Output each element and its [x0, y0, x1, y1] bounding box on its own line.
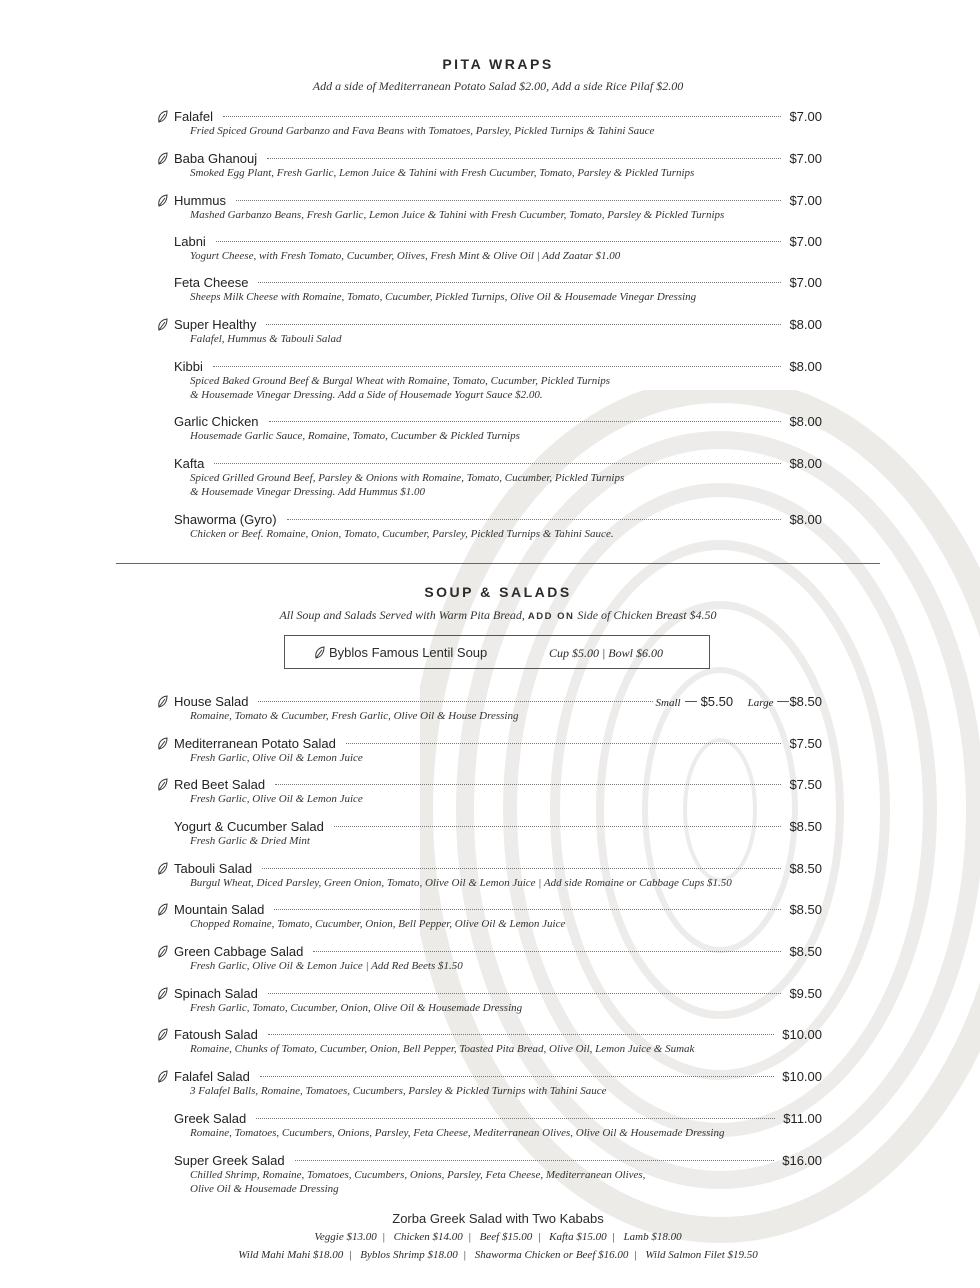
item-description: 3 Falafel Balls, Romaine, Tomatoes, Cucumbers, Parsley & Pickled Turnips with Tahini Sauce [190, 1085, 607, 1097]
leaf-icon [157, 778, 168, 791]
item-price: $8.50 [789, 902, 822, 917]
leaf-icon [157, 318, 168, 331]
item-description: Yogurt Cheese, with Fresh Tomato, Cucumber, Olives, Fresh Mint & Olive Oil | Add Zaatar $1.00 [190, 250, 621, 262]
item-price: $10.00 [782, 1027, 822, 1042]
soup-name: Byblos Famous Lentil Soup [329, 645, 488, 660]
leaf-icon [157, 987, 168, 1000]
item-name: Super Greek Salad [174, 1153, 285, 1168]
item-name: Yogurt & Cucumber Salad [174, 819, 324, 834]
item-description: Fresh Garlic, Olive Oil & Lemon Juice [190, 752, 363, 764]
item-description: Fresh Garlic, Olive Oil & Lemon Juice | Add Red Beets $1.50 [190, 960, 463, 972]
item-name: Feta Cheese [174, 275, 249, 290]
item-price: $8.00 [789, 359, 822, 374]
house-salad-prices: Small $5.50 Large $8.50 [655, 694, 822, 709]
item-price: $7.50 [789, 736, 822, 751]
item-name: House Salad [174, 694, 249, 709]
item-price: $7.00 [789, 193, 822, 208]
item-description: Chilled Shrimp, Romaine, Tomatoes, Cucumbers, Onions, Parsley, Feta Cheese, Mediterranean Olives, [190, 1169, 646, 1181]
soup-prices: Cup $5.00 | Bowl $6.00 [549, 646, 663, 660]
item-price: $8.50 [789, 944, 822, 959]
leaf-icon [157, 737, 168, 750]
item-description: Fresh Garlic & Dried Mint [190, 835, 310, 847]
zorba-options-line-2: Wild Mahi Mahi $18.00 | Byblos Shrimp $18.00 | Shaworma Chicken or Beef $16.00 | Wild Salmon Filet $19.50 [238, 1249, 758, 1261]
item-price: $7.00 [789, 234, 822, 249]
leaf-icon [157, 1028, 168, 1041]
item-description: Smoked Egg Plant, Fresh Garlic, Lemon Juice & Tahini with Fresh Cucumber, Tomato, Parsley & Pickled Turnips [190, 167, 695, 179]
item-description: Romaine, Tomatoes, Cucumbers, Onions, Parsley, Feta Cheese, Mediterranean Olives, Olive Oil & Housemade Dressing [190, 1127, 725, 1139]
item-name: Baba Ghanouj [174, 151, 258, 166]
leaf-icon [157, 152, 168, 165]
leaf-icon [157, 110, 168, 123]
soup-salads-subtitle: All Soup and Salads Served with Warm Pita Bread, ADD ON Side of Chicken Breast $4.50 [279, 608, 717, 622]
item-price: $7.50 [789, 777, 822, 792]
item-price: $8.00 [789, 414, 822, 429]
leaf-icon [314, 646, 325, 659]
item-price: $11.00 [783, 1111, 822, 1126]
leaf-icon [157, 194, 168, 207]
item-name: Red Beet Salad [174, 777, 266, 792]
item-description: Fried Spiced Ground Garbanzo and Fava Beans with Tomatoes, Parsley, Pickled Turnips & Tahini Sauce [190, 125, 655, 137]
item-name: Super Healthy [174, 317, 257, 332]
item-price: $8.00 [789, 456, 822, 471]
item-description: Spiced Grilled Ground Beef, Parsley & Onions with Romaine, Tomato, Cucumber, Pickled Turnips [190, 472, 625, 484]
item-description: Fresh Garlic, Tomato, Cucumber, Onion, Olive Oil & Housemade Dressing [190, 1002, 523, 1014]
leaf-icon [157, 862, 168, 875]
leaf-icon [157, 1070, 168, 1083]
item-name: Mediterranean Potato Salad [174, 736, 336, 751]
item-name: Green Cabbage Salad [174, 944, 304, 959]
item-name: Hummus [174, 193, 227, 208]
item-price: $8.50 [789, 819, 822, 834]
item-description-line-2: Olive Oil & Housemade Dressing [190, 1183, 339, 1195]
item-description: Falafel, Hummus & Tabouli Salad [190, 333, 342, 345]
item-price: $9.50 [789, 986, 822, 1001]
item-price: $8.00 [789, 317, 822, 332]
item-price: $10.00 [782, 1069, 822, 1084]
section-divider [116, 563, 880, 564]
item-price: $7.00 [789, 151, 822, 166]
item-name: Fatoush Salad [174, 1027, 258, 1042]
item-description: Housemade Garlic Sauce, Romaine, Tomato, Cucumber & Pickled Turnips [190, 430, 520, 442]
item-name: Greek Salad [174, 1111, 247, 1126]
item-name: Tabouli Salad [174, 861, 253, 876]
item-name: Labni [174, 234, 206, 249]
pita-wraps-title: PITA WRAPS [442, 56, 554, 72]
item-price: $16.00 [782, 1153, 822, 1168]
item-name: Falafel [174, 109, 214, 124]
zorba-options-line-1: Veggie $13.00 | Chicken $14.00 | Beef $15.00 | Kafta $15.00 | Lamb $18.00 [314, 1231, 682, 1243]
item-name: Falafel Salad [174, 1069, 250, 1084]
item-description: Romaine, Tomato & Cucumber, Fresh Garlic, Olive Oil & House Dressing [190, 710, 519, 722]
pita-wraps-subtitle: Add a side of Mediterranean Potato Salad $2.00, Add a side Rice Pilaf $2.00 [312, 79, 684, 93]
item-price: $7.00 [789, 275, 822, 290]
item-description-line-2: & Housemade Vinegar Dressing. Add Hummus $1.00 [190, 486, 426, 498]
item-name: Garlic Chicken [174, 414, 259, 429]
item-description: Fresh Garlic, Olive Oil & Lemon Juice [190, 793, 363, 805]
leaf-icon [157, 945, 168, 958]
item-price: $8.00 [789, 512, 822, 527]
item-description: Chicken or Beef. Romaine, Onion, Tomato, Cucumber, Parsley, Pickled Turnips & Tahini Sauce. [190, 528, 614, 540]
item-description: Sheeps Milk Cheese with Romaine, Tomato, Cucumber, Pickled Turnips, Olive Oil & Housemade Vinegar Dressing [190, 291, 697, 303]
item-name: Kafta [174, 456, 205, 471]
item-description: Romaine, Chunks of Tomato, Cucumber, Onion, Bell Pepper, Toasted Pita Bread, Olive Oil, Lemon Juice & Sumak [190, 1043, 695, 1055]
item-name: Spinach Salad [174, 986, 258, 1001]
item-description: Mashed Garbanzo Beans, Fresh Garlic, Lemon Juice & Tahini with Fresh Cucumber, Tomato, Parsley & Pickled Turnips [190, 209, 725, 221]
item-description: Burgul Wheat, Diced Parsley, Green Onion, Tomato, Olive Oil & Lemon Juice | Add side Romaine or Cabbage Cups $1.50 [190, 877, 732, 889]
item-name: Shaworma (Gyro) [174, 512, 277, 527]
item-name: Kibbi [174, 359, 203, 374]
item-description: Chopped Romaine, Tomato, Cucumber, Onion, Bell Pepper, Olive Oil & Lemon Juice [190, 918, 566, 930]
zorba-salad-title: Zorba Greek Salad with Two Kababs [392, 1211, 604, 1226]
item-name: Mountain Salad [174, 902, 265, 917]
soup-salads-title: SOUP & SALADS [424, 584, 572, 600]
item-description: Spiced Baked Ground Beef & Burgal Wheat with Romaine, Tomato, Cucumber, Pickled Turnips [190, 375, 611, 387]
lentil-soup-box [284, 635, 710, 669]
leaf-icon [157, 695, 168, 708]
item-price: $7.00 [789, 109, 822, 124]
leaf-icon [157, 903, 168, 916]
item-description-line-2: & Housemade Vinegar Dressing. Add a Side of Housemade Yogurt Sauce $2.00. [190, 389, 543, 401]
item-price: $8.50 [789, 861, 822, 876]
